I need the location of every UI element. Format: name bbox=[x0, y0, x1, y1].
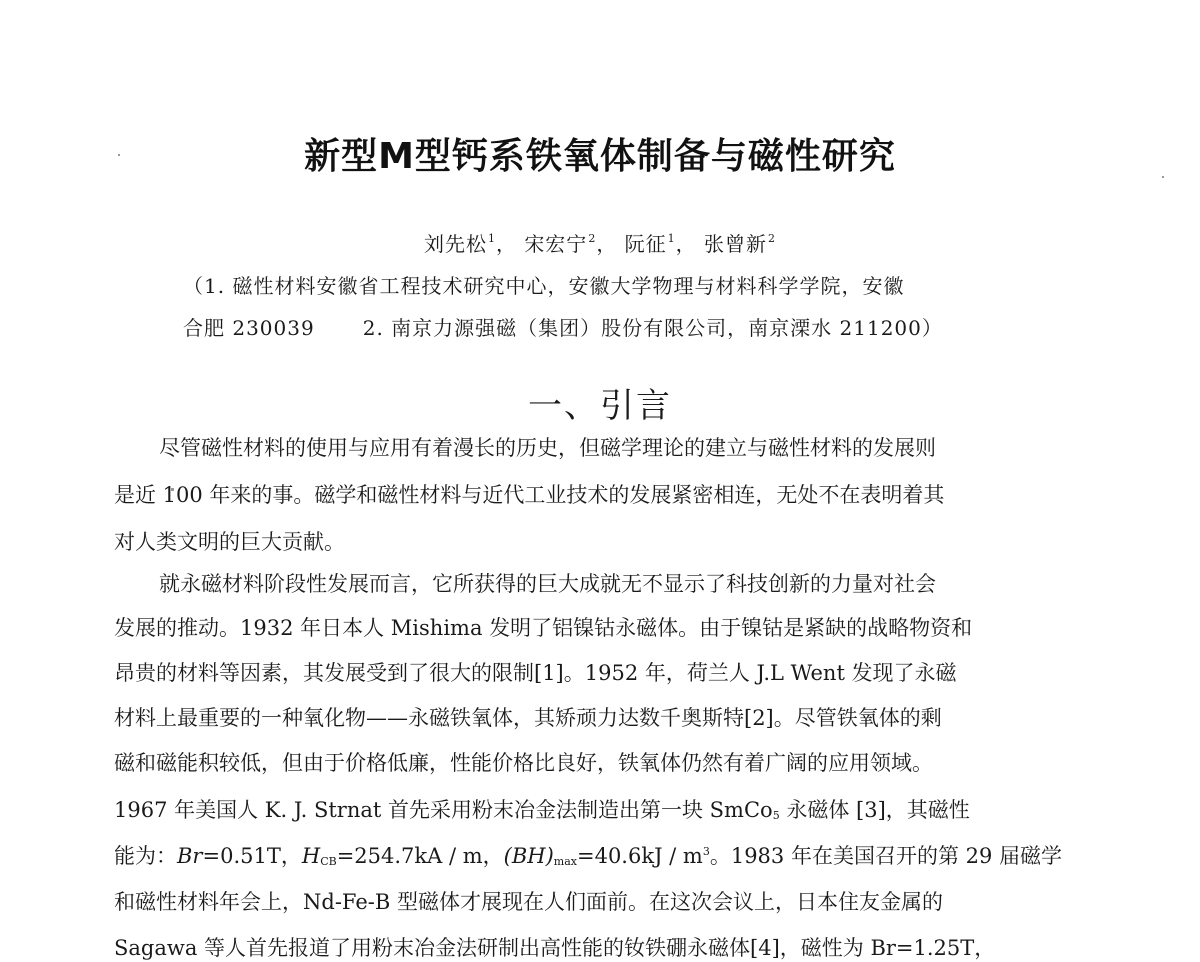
author-affiliation-mark: 1 bbox=[667, 232, 676, 245]
symbol-h: H bbox=[301, 844, 321, 868]
body-line: 材料上最重要的一种氧化物——永磁铁氧体，其矫顽力达数千奥斯特[2]。尽管铁氧体的剩 bbox=[114, 706, 942, 730]
author-affiliation-mark: 2 bbox=[768, 232, 777, 245]
text-run: 。1983 年在美国召开的第 29 届磁学 bbox=[709, 844, 1063, 868]
text-run: =254.7kA / m， bbox=[336, 844, 504, 868]
text-run: =40.6kJ / m bbox=[576, 844, 703, 868]
body-line: 是近 100 年来的事。磁学和磁性材料与近代工业技术的发展紧密相连，无处不在表明着其 bbox=[114, 483, 945, 507]
author-affiliation-mark: 2 bbox=[588, 232, 597, 245]
body-line bbox=[114, 794, 970, 824]
author-name: 张曾新 bbox=[704, 232, 768, 256]
body-line: 就永磁材料阶段性发展而言，它所获得的巨大成就无不显示了科技创新的力量对社会 bbox=[159, 572, 936, 596]
text-run: 1967 年美国人 K. J. Strnat 首先采用粉末冶金法制造出第一块 SmCo bbox=[114, 798, 773, 822]
body-line: 发展的推动。1932 年日本人 Mishima 发明了铝镍钴永磁体。由于镍钴是紧缺的战略物资和 bbox=[114, 616, 973, 640]
body-line: 对人类文明的巨大贡献。 bbox=[114, 530, 345, 554]
symbol-br: Br bbox=[177, 844, 203, 868]
body-line: 和磁性材料年会上，Nd-Fe-B 型磁体才展现在人们面前。在这次会议上，日本住友金属的 bbox=[114, 890, 943, 914]
symbol-bh: (BH) bbox=[503, 844, 554, 868]
affiliation-second: 2. 南京力源强磁（集团）股份有限公司，南京溧水 211200） bbox=[362, 316, 943, 340]
author-name: 宋宏宁 bbox=[524, 232, 588, 256]
subscript: 5 bbox=[772, 809, 780, 822]
affiliation-line-1: （1. 磁性材料安徽省工程技术研究中心，安徽大学物理与材料科学学院，安徽 bbox=[183, 274, 905, 298]
body-line: 尽管磁性材料的使用与应用有着漫长的历史，但磁学理论的建立与磁性材料的发展则 bbox=[159, 436, 936, 460]
author-name: 阮征 bbox=[624, 232, 667, 256]
body-line: 昂贵的材料等因素，其发展受到了很大的限制[1]。1952 年，荷兰人 J.L Went 发现了永磁 bbox=[114, 661, 957, 685]
author-affiliation-mark: 1 bbox=[487, 232, 496, 245]
text-run: 永磁体 [3]，其磁性 bbox=[779, 798, 970, 822]
author-name: 刘先松 bbox=[423, 232, 487, 256]
text-run: 能为： bbox=[114, 844, 177, 868]
body-line: 磁和磁能积较低，但由于价格低廉，性能价格比良好，铁氧体仍然有着广阔的应用领域。 bbox=[114, 751, 933, 775]
section-heading: 一、引言 bbox=[528, 386, 672, 426]
affiliation-postcode: 合肥 230039 bbox=[183, 316, 315, 340]
text-run: =0.51T， bbox=[202, 844, 302, 868]
superscript: 3 bbox=[702, 845, 710, 858]
affiliation-line-2 bbox=[183, 312, 1043, 341]
paper-title: 新型M型钙系铁氧体制备与磁性研究 bbox=[304, 136, 896, 177]
subscript: CB bbox=[320, 855, 337, 868]
body-line: Sagawa 等人首先报道了用粉末冶金法研制出高性能的钕铁硼永磁体[4]，磁性为 Br=1.25T， bbox=[114, 936, 996, 960]
author-list: 刘先松$^1$， 宋宏宁$^2$， 阮征$^1$， 张曾新$^2$ bbox=[423, 232, 777, 256]
body-line bbox=[114, 840, 1062, 870]
subscript: max bbox=[553, 855, 577, 868]
